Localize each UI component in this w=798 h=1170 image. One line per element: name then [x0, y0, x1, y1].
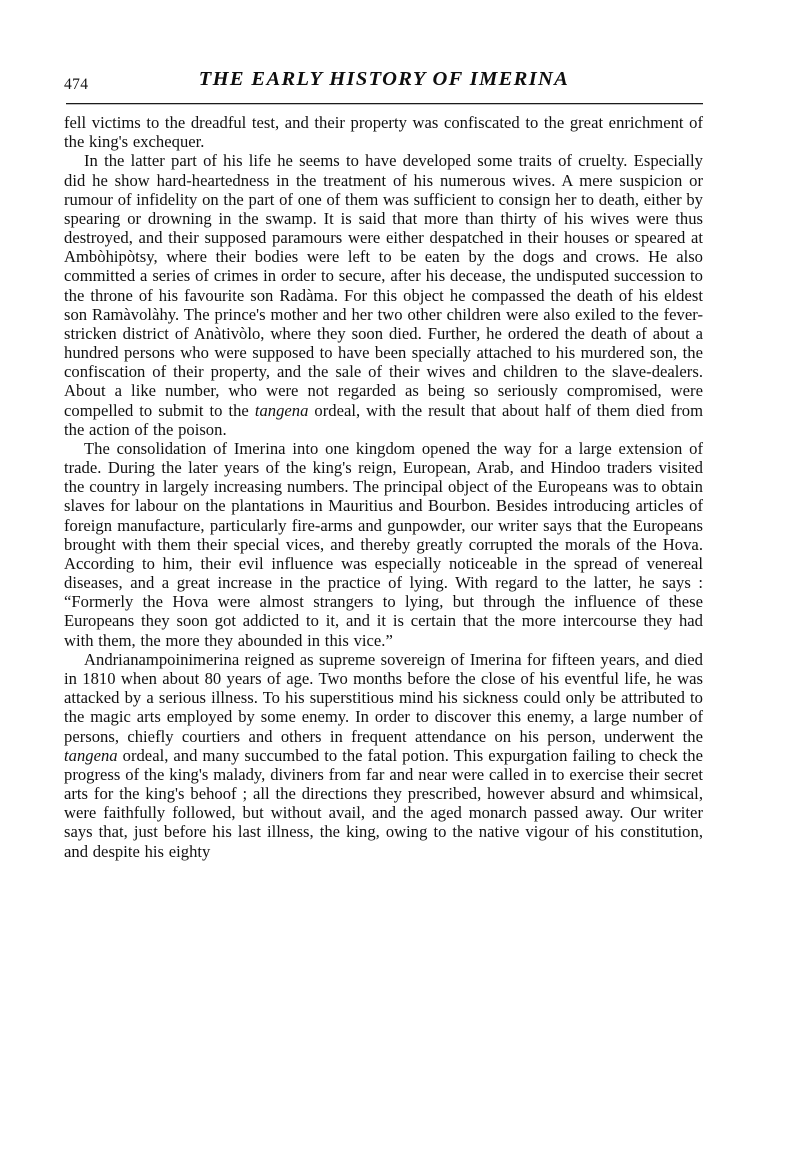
page-number: 474	[64, 76, 89, 93]
paragraph-death-part-2: ordeal, and many succumbed to the fatal potion. This expurgation failing to check the progress of the king's malady, diviners from far and near were called in to exercise their secret arts for the king's behoof ; all the directions they prescribed, however absurd and whimsical, were faithfully followed, but without avail, and the aged monarch passed away. Our writer says that, just before his last illness, the king, owing to the native vigour of his constitution, and despite his eighty	[64, 745, 703, 861]
running-head	[64, 68, 704, 102]
paragraph-trade: The consolidation of Imerina into one kingdom opened the way for a large extension of trade. During the later years of the king's reign, European, Arab, and Hindoo traders visited the country in largely increasing numbers. The principal object of the Europeans was to obtain slaves for labour on the plantations in Mauritius and Bourbon. Besides introducing articles of foreign manufacture, particularly fire-arms and gunpowder, our writer says that the Europeans brought with them their special vices, and thereby greatly corrupted the morals of the Hova. According to him, their evil influence was especially noticeable in the spread of venereal diseases, and a great increase in the practice of lying. With regard to the latter, he says : “Formerly the Hova were almost strangers to lying, but through the influence of these Europeans they soon got addicted to it, and it is certain that the more intercourse they had with them, the more they abounded in this vice.”	[64, 438, 703, 650]
paragraph-confiscation: fell victims to the dreadful test, and their property was confiscated to the great enrichment of the king's exchequer.	[64, 113, 703, 152]
paragraph-cruelty-part-1: In the latter part of his life he seems to have developed some traits of cruelty. Especially did he show hard-heartedness in the treatment of his numerous wives. A mere suspicion or rumour of infidelity on the part of one of them was sufficient to consign her to death, either by spearing or drowning in the swamp. It is said that more than thirty of his wives were thus destroyed, and their supposed paramours were either despatched in their houses or speared at Ambòhipòtsy, where their bodies were left to be eaten by the dogs and crows. He also committed a series of crimes in order to secure, after his decease, the undisputed succession to the throne of his favourite son Radàma. For this object he compassed the death of his eldest son Ramàvolàhy. The prince's mother and her two other children were also exiled to the fever-stricken district of Anàtivòlo, where they soon died. Further, he ordered the death of about a hundred persons who were supposed to have been specially attached to his murdered son, the confiscation of their property, and the sale of their wives and children to the slave-dealers. About a like number, who were not regarded as being so seriously compromised, were compelled to submit to the	[64, 151, 703, 420]
paragraph-death-part-1: Andrianampoinimerina reigned as supreme sovereign of Imerina for fifteen years, and died in 1810 when about 80 years of age. Two months before the close of his eventful life, he was attacked by a serious illness. To his superstitious mind his sickness could only be attributed to the magic arts employed by some enemy. In order to discover this enemy, a large number of persons, chiefly courtiers and others in frequent attendance on his person, underwent the	[64, 649, 703, 746]
header-rule-divider	[66, 103, 703, 104]
body-text-block	[64, 113, 703, 861]
page-title: THE EARLY HISTORY OF IMERINA	[198, 68, 570, 90]
italic-term-tangena-second: tangena	[64, 745, 118, 765]
paragraph-cruelty-part-2: ordeal, with the result that about half of them died from the action of the poison.	[64, 400, 703, 439]
italic-term-tangena: tangena	[254, 400, 309, 420]
paragraph-death	[64, 650, 703, 861]
paragraph-cruelty	[64, 151, 703, 439]
